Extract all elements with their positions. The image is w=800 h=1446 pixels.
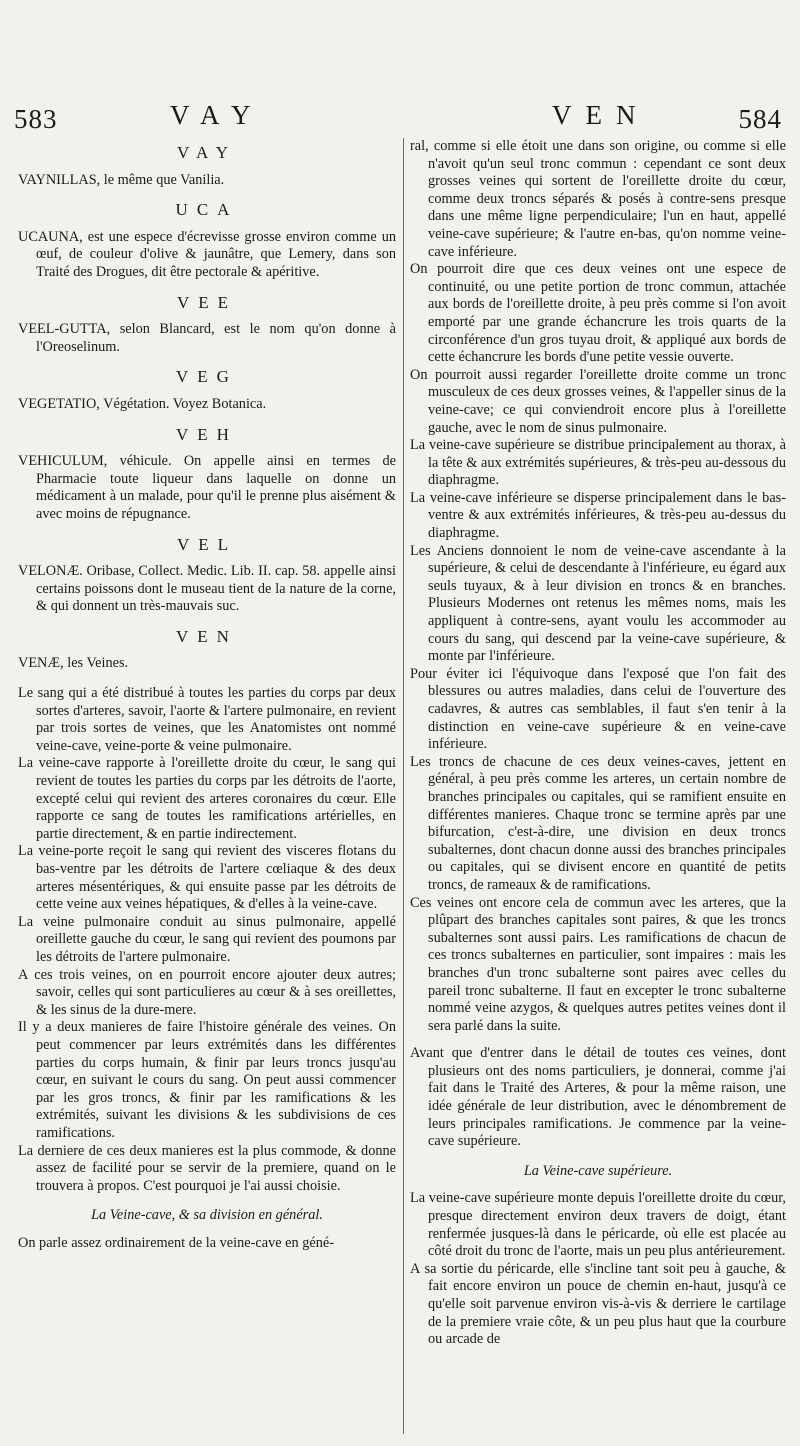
paragraph: La veine pulmonaire conduit au sinus pulmonaire, appellé oreillette gauche du cœur, le sang qui revient des poumons par les détroits de l'artere pulmonaire. <box>18 913 396 965</box>
dictionary-entry: VEEL-GUTTA, selon Blancard, est le nom qu'on donne à l'Oreoselinum. <box>18 321 396 355</box>
right-column <box>410 138 786 1349</box>
paragraph: On pourroit aussi regarder l'oreillette droite comme un tronc musculeux de ces deux grosses veines, & l'appeller sinus de la veine-cave; ce qui conviendroit encore plus à l'oreillette gauche, avec le nom de sinus pulmonaire. <box>410 366 786 436</box>
section-heading: VEL <box>176 534 238 554</box>
dictionary-entry: UCAUNA, est une espece d'écrevisse grosse environ comme un œuf, de couleur d'olive & jaunâtre, que Lemery, dans son Traité des Drogues, dit être pectorale & apéritive. <box>18 228 396 280</box>
paragraph: La veine-cave rapporte à l'oreillette droite du cœur, le sang qui revient de toutes les parties du corps par les détroits de l'aorte, excepté celui qui revient des arteres coronaires du cœur. Elle rapporte ce sang de toutes les ramifications artérielles, en partie directement, & en partie indirectement. <box>18 755 396 842</box>
section-heading: VEH <box>176 424 238 444</box>
paragraph: Il y a deux manieres de faire l'histoire générale des veines. On peut commencer par leurs extrémités dans les différentes parties du corps humain, & finir par leurs troncs jusqu'au cœur, en suivant le cours du sang. On peut aussi commencer par les gros troncs, & finir par les ramifications & les extrémités, suivant les divisions & les subdivisions de ces ramifications. <box>18 1019 396 1141</box>
paragraph: Les Anciens donnoient le nom de veine-cave ascendante à la supérieure, & celui de descendante à l'inférieure, eu égard aux seuls tuyaux, & à leur division en troncs & en branches. Plusieurs Modernes ont retenus les mêmes noms, mais les appliquent à contre-sens, ayant voulu les accommoder au cours du sang, qui descend par la veine-cave supérieure, & monte par l'inférieure. <box>410 542 786 665</box>
paragraph: La veine-cave inférieure se disperse principalement dans le bas-ventre & aux extrémités inférieures, & très-peu au-dessus du diaphragme. <box>410 489 786 542</box>
paragraph: A sa sortie du péricarde, elle s'incline tant soit peu à gauche, & fait encore environ un pouce de chemin en-haut, jusqu'à ce qu'elle soit parvenue environ vis-à-vis & derriere le cartilage de la premiere vraie côte, & un peu plus haut que la courbure ou arcade de <box>410 1260 786 1348</box>
paragraph: La veine-porte reçoit le sang qui revient des visceres flotans du bas-ventre par les détroits de l'artere cœliaque & des deux arteres mésentériques, & qui ensuite passe par les détroits de cette veine aux veines hépatiques, & d'elles à la veine-cave. <box>18 843 396 913</box>
subheading: La Veine-cave supérieure. <box>523 1162 673 1179</box>
paragraph: Les troncs de chacune de ces deux veines-caves, jettent en général, à peu près comme les arteres, un certain nombre de branches principales ou capitales, qui se ramifient ensuite en différentes manieres. Chaque tronc se termine après par une bifurcation, c'est-à-dire, une division en deux troncs subalternes, dont chacun donne aussi des branches principales ou capitales, qui se divisent encore en quantité de petits troncs, de rameaux & de ramifications. <box>410 753 786 893</box>
spacer <box>410 1035 786 1045</box>
paragraph: La veine-cave supérieure se distribue principalement au thorax, à la tête & aux extrémités supérieures, & très-peu au-dessous du diaphragme. <box>410 437 786 489</box>
paragraph: Pour éviter ici l'équivoque dans l'exposé que l'on fait des blessures ou autres maladies, dans celui de l'ouverture des cadavres, & autres cas semblables, il faut s'en tenir à la distinction en veine-cave supérieure & en veine-cave inférieure. <box>410 665 786 753</box>
right-page-number: 584 <box>738 104 782 134</box>
paragraph: La derniere de ces deux manieres est la plus commode, & donne assez de facilité pour se servir de la premiere, quand on le trouvera à propos. C'est pourquoi je l'ai aussi choisie. <box>18 1142 396 1194</box>
paragraph: Avant que d'entrer dans le détail de toutes ces veines, dont plusieurs ont des noms particuliers, je donnerai, comme j'ai fait dans le Traité des Arteres, & pour la même raison, une idée générale de leur distribution, avec le dénombrement de leurs principales ramifications. Je commence par la veine-cave supérieure. <box>410 1045 786 1150</box>
paragraph: Le sang qui a été distribué à toutes les parties du corps par deux sortes d'arteres, savoir, l'aorte & l'artere pulmonaire, en revient par trois sortes de veines, que les Anatomistes ont nommé veine-cave, veine-porte & veine pulmonaire. <box>18 685 396 754</box>
dictionary-entry: VAYNILLAS, le même que Vanilia. <box>18 171 225 188</box>
section-heading: VEG <box>176 367 238 387</box>
left-page-number: 583 <box>14 104 58 134</box>
section-heading: VEE <box>176 292 238 312</box>
section-heading: VAY <box>176 143 238 162</box>
section-heading: VEN <box>176 626 238 646</box>
left-running-head: VAY <box>170 100 265 130</box>
paragraph: Ces veines ont encore cela de commun avec les arteres, que la plûpart des branches capitales sont paires, & que les troncs subalternes sont aussi pairs. Les ramifications de chacun de ces troncs subalternes en particulier, sont impaires : mais les branches d'un tronc subalterne sont paires avec celles du pareil tronc subalterne. Il faut en excepter le tronc subalterne nommé veine azygos, & quelques autres petites veines dont il sera parlé dans la suite. <box>410 894 786 1034</box>
dictionary-entry: VEGETATIO, Végétation. Voyez Botanica. <box>18 395 267 412</box>
dictionary-entry: VEHICULUM, véhicule. On appelle ainsi en termes de Pharmacie toute liqueur dans laquelle on donne un médicament à un malade, pour qu'il le prenne plus aisément & avec moins de répugnance. <box>18 453 396 522</box>
paragraph: A ces trois veines, on en pourroit encore ajouter deux autres; savoir, celles qui sont particulieres au cœur & à ses oreillettes, & les sinus de la dure-mere. <box>18 966 396 1018</box>
subheading: La Veine-cave, & sa division en général. <box>91 1207 323 1224</box>
paragraph: La veine-cave supérieure monte depuis l'oreillette droite du cœur, presque directement environ deux travers de doigt, étant renfermée jusques-là dans le péricarde, où elle est placée au côté droit du tronc de l'aorte, mais un peu plus antérieurement. <box>410 1190 786 1260</box>
paragraph: ral, comme si elle étoit une dans son origine, ou comme si elle n'avoit qu'un seul tronc commun : cependant ce sont deux grosses veines qui sortent de l'oreillette droite du cœur, comme deux troncs séparés & posés à contre-sens presque dans une même ligne perpendiculaire; l'un en haut, appellé veine-cave supérieure; & l'autre en-bas, qu'on nomme veine-cave inférieure. <box>410 138 786 260</box>
paragraph: On parle assez ordinairement de la veine-cave en géné- <box>18 1234 334 1251</box>
column-divider <box>403 138 404 1434</box>
left-column <box>18 138 396 1252</box>
dictionary-entry: VENÆ, les Veines. <box>18 655 129 672</box>
section-heading: UCA <box>175 200 239 220</box>
paragraph: On pourroit dire que ces deux veines ont une espece de continuité, ou une petite portion de tronc commun, attachée aux bords de l'oreillette droite, à peu près comme si l'on avoit emporté par une grande échancrure les trois quarts de la circonférence d'un gros tuyau droit, & appliqué aux bords de cette échancrure les bords d'une petite vessie ouverte. <box>410 261 786 366</box>
dictionary-entry: VELONÆ. Oribase, Collect. Medic. Lib. II. cap. 58. appelle ainsi certains poissons dont le museau tient de la nature de la corne, & qui donnent un très-mauvais suc. <box>18 563 396 615</box>
right-running-head: VEN <box>552 100 650 130</box>
